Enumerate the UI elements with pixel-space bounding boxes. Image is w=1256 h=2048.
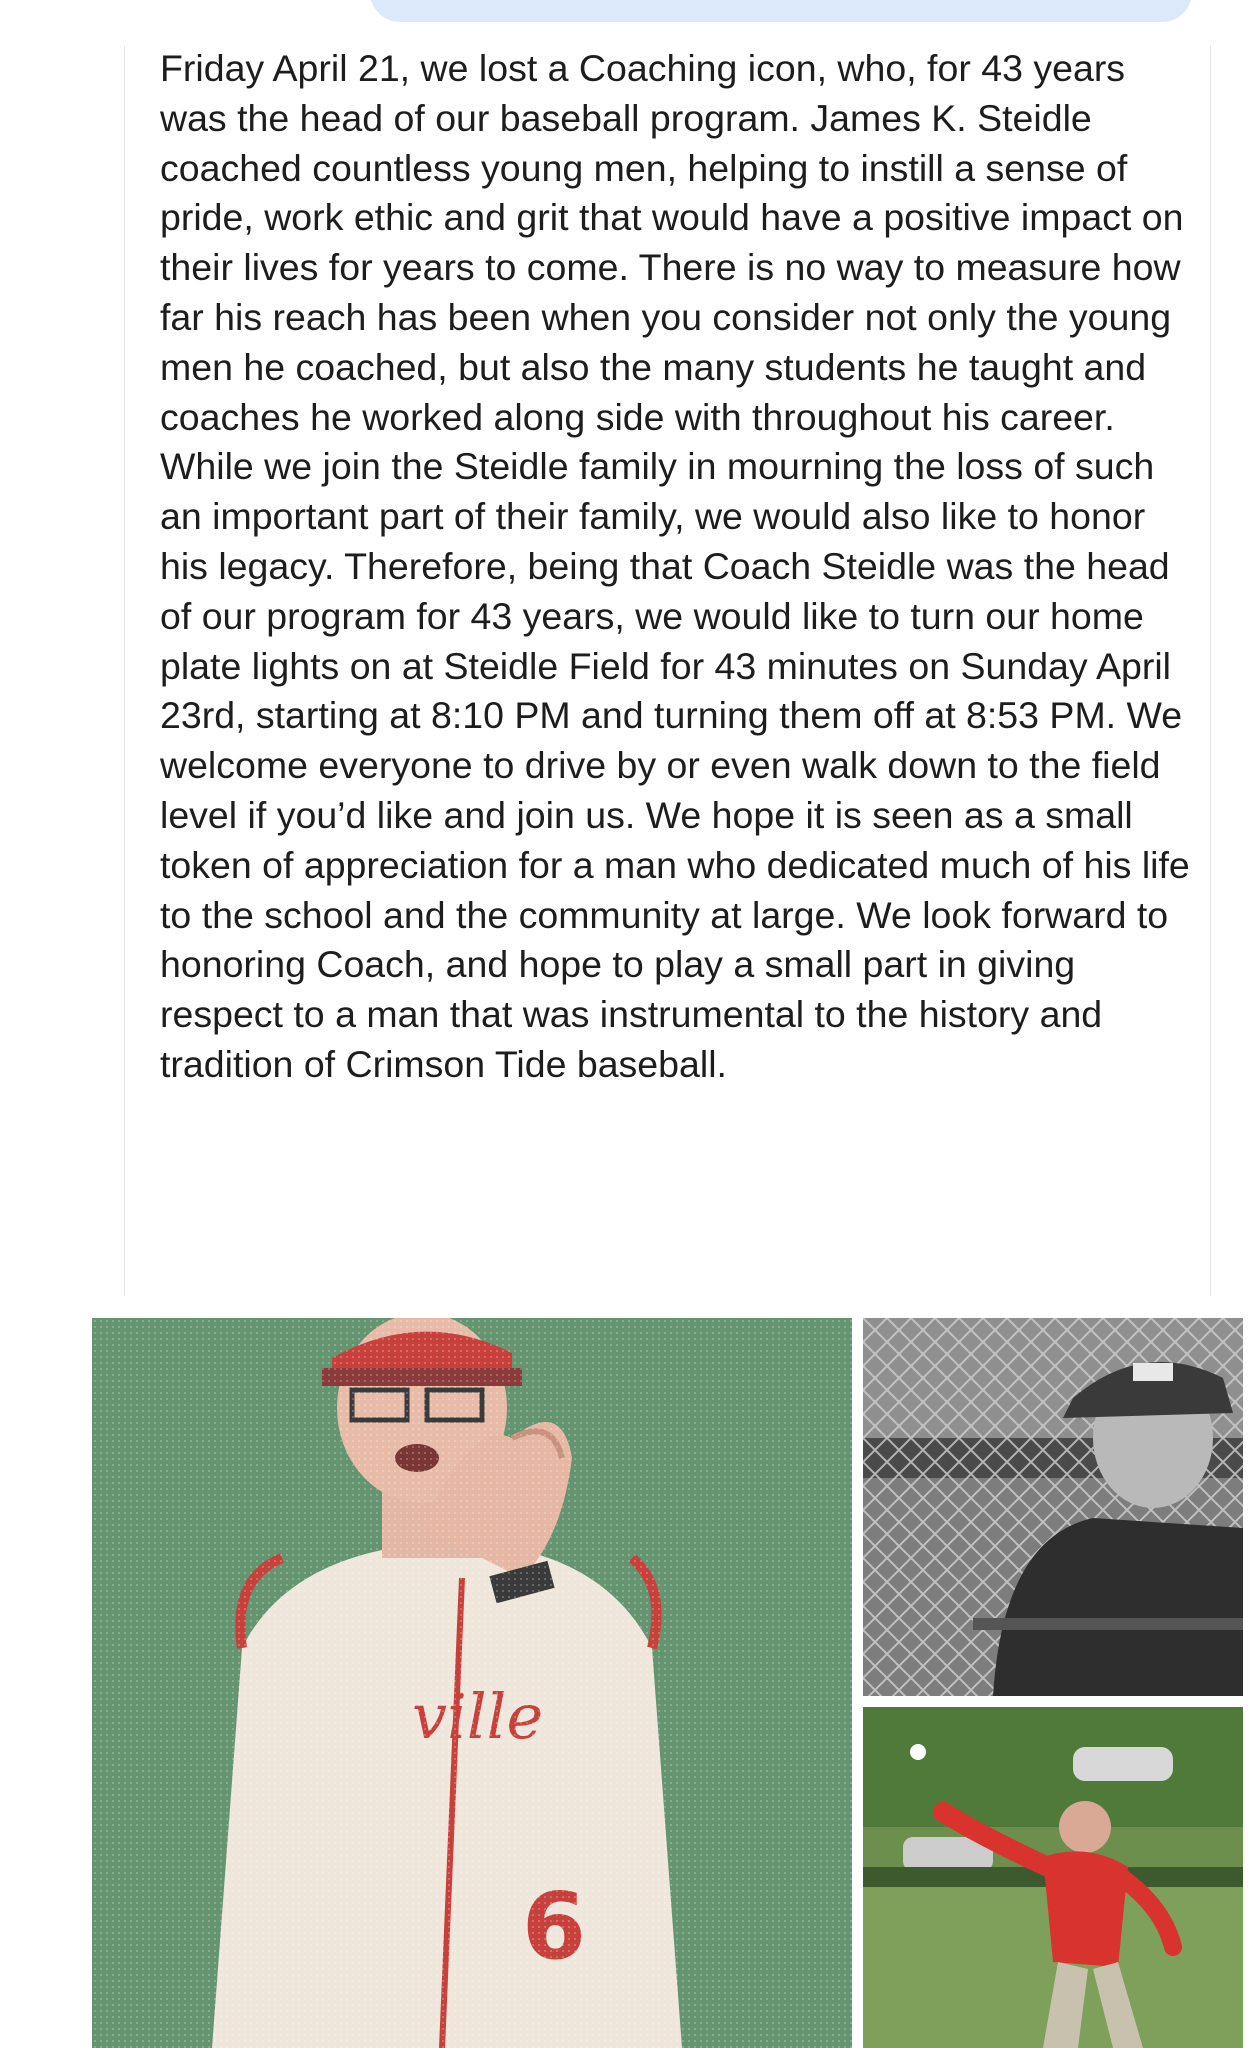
coach-pitching-photo[interactable] bbox=[863, 1707, 1243, 2048]
coach-at-fence-photo[interactable] bbox=[863, 1318, 1243, 1696]
post-text: Friday April 21, we lost a Coaching icon, who, for 43 years was the head of our baseball program. James K. Steidle coached countless young men, helping to instill a sense of pride, work ethic and grit that would have a positive impact on their lives for years to come. There is no way to measure how far his reach has been when you consider not only the young men he coached, but also the many students he taught and coaches he worked along side with throughout his career. While we join the Steidle family in mourning the loss of such an important part of their family, we would also like to honor his legacy. Therefore, being that Coach Steidle was the head of our program for 43 years, we would like to turn our home plate lights on at Steidle Field for 43 minutes on Sunday April 23rd, starting at 8:10 PM and turning them off at 8:53 PM. We welcome everyone to drive by or even walk down to the field level if you’d like and join us. We hope it is seen as a small token of appreciation for a man who dedicated much of his life to the school and the community at large. We look forward to honoring Coach, and hope to play a small part in giving respect to a man that was instrumental to the history and tradition of Crimson Tide baseball. bbox=[160, 47, 1190, 1085]
coach-clapping-photo[interactable] bbox=[92, 1318, 852, 2048]
top-bar-pill bbox=[370, 0, 1192, 22]
